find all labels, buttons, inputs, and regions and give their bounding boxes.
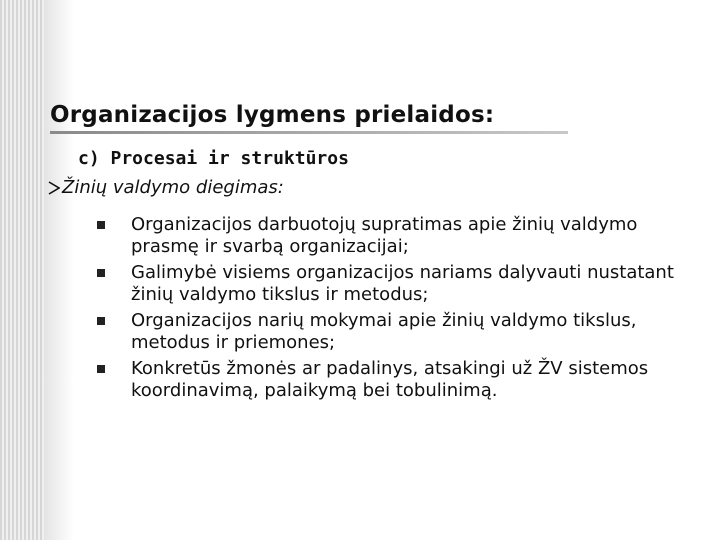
list-item-text: Konkretūs žmonės ar padalinys, atsakingi už ŽV sistemos koordinavimą, palaikymą bei tobulinimą. — [131, 358, 649, 401]
list-item — [95, 358, 695, 402]
decorative-stripe-band — [0, 0, 44, 540]
slide-subtitle: c) Procesai ir struktūros — [78, 148, 349, 169]
list-item-text: Organizacijos darbuotojų supratimas apie žinių valdymo prasmę ir svarbą organizacijai; — [131, 214, 638, 257]
bullet-list — [95, 214, 695, 406]
list-item-text: Organizacijos narių mokymai apie žinių valdymo tikslus, metodus ir priemones; — [131, 310, 637, 353]
square-bullet-icon — [97, 269, 105, 277]
square-bullet-icon — [97, 221, 105, 229]
square-bullet-icon — [97, 365, 105, 373]
list-item — [95, 214, 695, 258]
decorative-gradient — [44, 0, 74, 540]
arrow-bullet-icon — [48, 181, 60, 195]
list-item — [95, 262, 695, 306]
topic-line — [48, 177, 284, 198]
list-item-text: Galimybė visiems organizacijos nariams dalyvauti nustatant žinių valdymo tikslus ir metodus; — [131, 262, 674, 305]
title-underline — [50, 131, 568, 134]
topic-text: Žinių valdymo diegimas: — [62, 177, 284, 198]
slide-title: Organizacijos lygmens prielaidos: — [50, 102, 495, 128]
list-item — [95, 310, 695, 354]
square-bullet-icon — [97, 317, 105, 325]
